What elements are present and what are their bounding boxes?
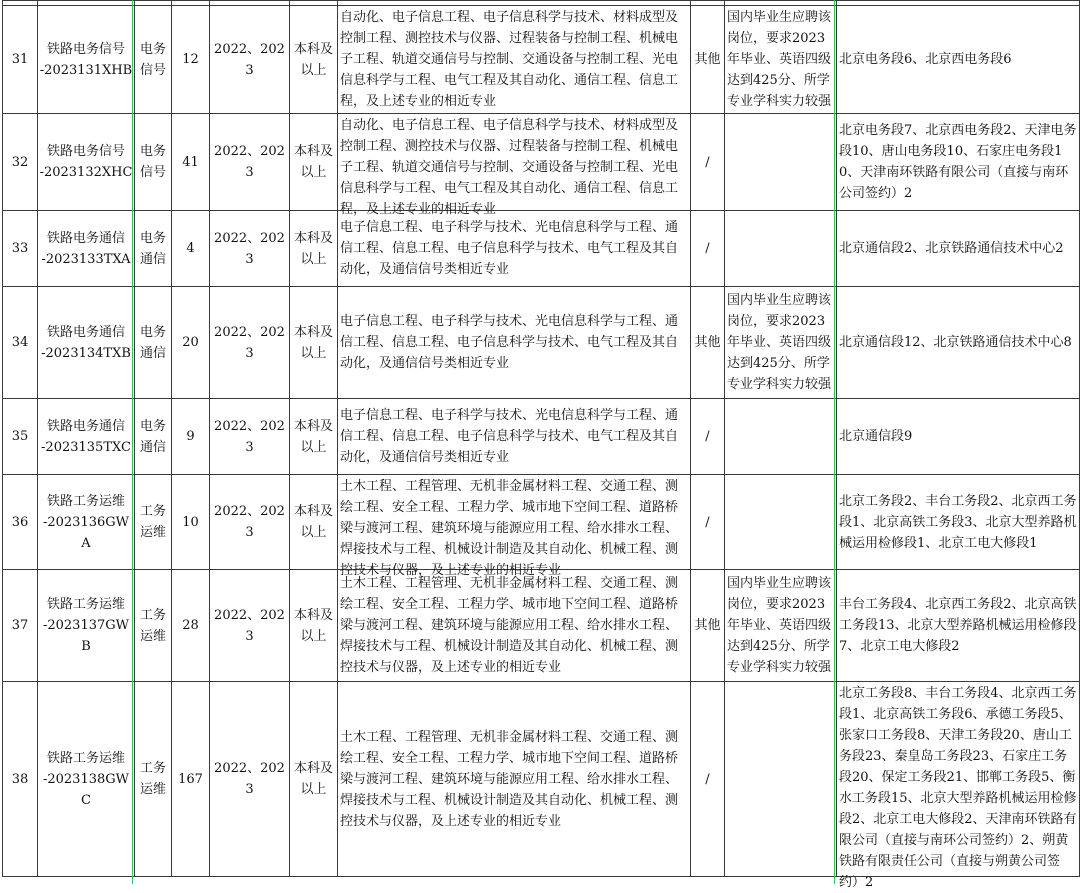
position-type-line1: 电务 bbox=[139, 144, 166, 159]
position-type-line1: 工务 bbox=[139, 607, 166, 623]
row-number-text: 31 bbox=[11, 52, 29, 67]
education-level-line1: 本科及 bbox=[293, 324, 333, 340]
position-name bbox=[38, 6, 135, 114]
recruiting-units-text: 北京通信段2、北京铁路通信技术中心2 bbox=[839, 241, 1064, 256]
other-flag-text: 其他 bbox=[694, 335, 721, 350]
column-gridline bbox=[834, 0, 835, 884]
recruiting-units-text: 北京电务段6、北京西电务段6 bbox=[839, 52, 1012, 67]
education-level-line1: 本科及 bbox=[293, 230, 333, 246]
position-name-line1: 铁路电务通信 bbox=[46, 324, 125, 340]
table-row bbox=[3, 114, 1080, 211]
recruiting-units bbox=[837, 682, 1080, 890]
education-level bbox=[290, 287, 338, 399]
graduation-years bbox=[210, 682, 290, 877]
special-requirements bbox=[725, 570, 837, 682]
hire-count bbox=[172, 682, 210, 877]
row-number bbox=[3, 682, 38, 877]
special-requirements bbox=[725, 114, 837, 211]
row-number-text: 32 bbox=[11, 154, 29, 170]
other-flag bbox=[691, 399, 725, 475]
table-row bbox=[3, 475, 1080, 570]
education-level bbox=[290, 475, 338, 570]
table-row bbox=[3, 287, 1080, 399]
education-level-line2: 以上 bbox=[300, 628, 327, 644]
position-name-line2: -2023137GWB bbox=[42, 618, 130, 654]
hire-count-text: 9 bbox=[186, 429, 195, 444]
other-flag-text: / bbox=[705, 154, 710, 170]
position-type-line2: 通信 bbox=[139, 439, 166, 455]
recruiting-units bbox=[837, 211, 1080, 287]
graduation-years bbox=[210, 399, 290, 475]
hire-count-text: 167 bbox=[178, 771, 203, 787]
position-type-line2: 通信 bbox=[139, 345, 166, 361]
position-name-line2: -2023134TXB bbox=[41, 345, 131, 361]
graduation-years bbox=[210, 287, 290, 399]
education-level bbox=[290, 211, 338, 287]
recruiting-units-text: 北京通信段9 bbox=[839, 429, 913, 444]
graduation-years-text: 2022、2023 bbox=[214, 324, 285, 361]
other-flag bbox=[691, 570, 725, 682]
position-type bbox=[135, 682, 172, 877]
position-type bbox=[135, 399, 172, 475]
education-level-line1: 本科及 bbox=[293, 761, 333, 776]
recruiting-units-text: 北京电务段7、北京西电务段2、天津电务段10、唐山电务段10、石家庄电务段10、天津南环铁路有限公司（直接与南环公司签约）2 bbox=[839, 123, 1077, 201]
special-requirements-text: 国内毕业生应聘该岗位，要求2023年毕业、英语四级达到425分、所学专业学科实力较强 bbox=[727, 293, 832, 392]
education-level-line2: 以上 bbox=[300, 782, 327, 797]
major-requirements-text: 自动化、电子信息工程、电子信息科学与技术、材料成型及控制工程、测控技术与仪器、过程装备与控制工程、机械电子工程、轨道交通信号与控制、交通设备与控制工程、光电信息科学与工程、电气工程及其自动化、通信工程、信息工程，及上述专业的相近专业 bbox=[340, 10, 679, 109]
position-type-line2: 信号 bbox=[139, 165, 166, 180]
major-requirements-text: 土木工程、工程管理、无机非金属材料工程、交通工程、测绘工程、安全工程、工程力学、城市地下空间工程、道路桥梁与渡河工程、建筑环境与能源应用工程、给水排水工程、焊接技术与工程、机械设计制造及其自动化、机械工程、测控技术与仪器，及上述专业的相近专业 bbox=[340, 729, 679, 829]
recruiting-units bbox=[837, 475, 1080, 570]
position-type bbox=[135, 475, 172, 570]
row-number bbox=[3, 114, 38, 211]
education-level-line2: 以上 bbox=[300, 439, 327, 455]
major-requirements bbox=[338, 570, 691, 682]
major-requirements bbox=[338, 6, 691, 114]
major-requirements-text: 土木工程、工程管理、无机非金属材料工程、交通工程、测绘工程、安全工程、工程力学、城市地下空间工程、道路桥梁与渡河工程、建筑环境与能源应用工程、给水排水工程、焊接技术与工程、机械设计制造及其自动化、机械工程、测控技术与仪器，及上述专业的相近专业 bbox=[340, 576, 679, 675]
major-requirements bbox=[338, 475, 691, 578]
recruiting-units-text: 北京工务段2、丰台工务段2、北京西工务段1、北京高铁工务段3、北京大型养路机械运用检修段1、北京工电大修段1 bbox=[839, 493, 1077, 551]
recruitment-table bbox=[2, 0, 1080, 890]
special-requirements bbox=[725, 475, 837, 570]
position-name-line2: -2023131XHB bbox=[39, 62, 133, 78]
education-level-line2: 以上 bbox=[300, 62, 327, 78]
position-name bbox=[38, 287, 135, 399]
position-name bbox=[38, 682, 135, 877]
major-requirements-text: 电子信息工程、电子科学与技术、光电信息科学与工程、通信工程、信息工程、电子信息科学与技术、电气工程及其自动化，及通信信号类相近专业 bbox=[340, 314, 679, 371]
recruiting-units bbox=[837, 114, 1080, 211]
position-name-line1: 铁路电务通信 bbox=[46, 230, 125, 246]
major-requirements-text: 电子信息工程、电子科学与技术、光电信息科学与工程、通信工程、信息工程、电子信息科学与技术、电气工程及其自动化，及通信信号类相近专业 bbox=[340, 220, 679, 277]
special-requirements bbox=[725, 6, 837, 114]
graduation-years bbox=[210, 570, 290, 682]
position-type-line1: 电务 bbox=[139, 324, 166, 340]
other-flag-text: / bbox=[705, 771, 710, 787]
graduation-years bbox=[210, 114, 290, 211]
position-name bbox=[38, 211, 135, 287]
position-type bbox=[135, 211, 172, 287]
position-name-line1: 铁路电务通信 bbox=[46, 418, 125, 434]
row-number bbox=[3, 6, 38, 114]
education-level bbox=[290, 114, 338, 211]
education-level-line2: 以上 bbox=[300, 525, 327, 540]
other-flag bbox=[691, 475, 725, 570]
position-type bbox=[135, 287, 172, 399]
hire-count bbox=[172, 570, 210, 682]
position-name-line1: 铁路工务运维 bbox=[46, 750, 125, 766]
position-type-line2: 运维 bbox=[139, 782, 166, 797]
hire-count-text: 41 bbox=[182, 154, 199, 170]
hire-count bbox=[172, 399, 210, 475]
other-flag-text: / bbox=[705, 514, 710, 530]
education-level-line1: 本科及 bbox=[293, 418, 333, 434]
major-requirements bbox=[338, 682, 691, 877]
hire-count-text: 28 bbox=[182, 618, 199, 633]
other-flag-text: 其他 bbox=[694, 618, 721, 633]
position-type bbox=[135, 114, 172, 211]
major-requirements bbox=[338, 211, 691, 287]
column-gridline bbox=[132, 0, 133, 884]
position-name-line1: 铁路电务信号 bbox=[46, 144, 125, 159]
education-level-line1: 本科及 bbox=[293, 607, 333, 623]
recruiting-units bbox=[837, 399, 1080, 475]
other-flag bbox=[691, 114, 725, 211]
special-requirements bbox=[725, 682, 837, 877]
hire-count bbox=[172, 475, 210, 570]
position-name bbox=[38, 570, 135, 682]
row-number bbox=[3, 211, 38, 287]
table-row bbox=[3, 570, 1080, 682]
hire-count bbox=[172, 211, 210, 287]
row-number-text: 34 bbox=[11, 335, 29, 350]
position-type-line1: 工务 bbox=[139, 761, 166, 776]
table-body bbox=[3, 1, 1080, 890]
position-name bbox=[38, 475, 135, 570]
special-requirements bbox=[725, 287, 837, 399]
position-type-line1: 工务 bbox=[139, 504, 166, 519]
major-requirements bbox=[338, 114, 691, 217]
row-number-text: 33 bbox=[11, 241, 29, 256]
other-flag-text: / bbox=[705, 241, 710, 256]
major-requirements-text: 自动化、电子信息工程、电子信息科学与技术、材料成型及控制工程、测控技术与仪器、过程装备与控制工程、机械电子工程、轨道交通信号与控制、交通设备与控制工程、光电信息科学与工程、电气工程及其自动化、通信工程、信息工程，及上述专业的相近专业 bbox=[340, 117, 679, 217]
special-requirements-text: 国内毕业生应聘该岗位，要求2023年毕业、英语四级达到425分、所学专业学科实力较强 bbox=[727, 10, 832, 109]
graduation-years bbox=[210, 211, 290, 287]
position-type-line2: 运维 bbox=[139, 628, 166, 644]
other-flag bbox=[691, 6, 725, 114]
position-name-line1: 铁路电务信号 bbox=[46, 41, 125, 57]
major-requirements-text: 土木工程、工程管理、无机非金属材料工程、交通工程、测绘工程、安全工程、工程力学、城市地下空间工程、道路桥梁与渡河工程、建筑环境与能源应用工程、给水排水工程、焊接技术与工程、机械设计制造及其自动化、机械工程、测控技术与仪器，及上述专业的相近专业 bbox=[340, 478, 679, 578]
recruiting-units bbox=[837, 287, 1080, 399]
education-level-line2: 以上 bbox=[300, 345, 327, 361]
table-row bbox=[3, 399, 1080, 475]
table-row bbox=[3, 211, 1080, 287]
position-name-line2: -2023136GWA bbox=[42, 514, 130, 551]
position-name-line2: -2023133TXA bbox=[41, 251, 131, 267]
graduation-years-text: 2022、2023 bbox=[214, 230, 285, 267]
other-flag-text: / bbox=[705, 429, 710, 444]
education-level-line1: 本科及 bbox=[293, 504, 333, 519]
row-number bbox=[3, 287, 38, 399]
position-name-line2: -2023132XHC bbox=[39, 165, 133, 180]
other-flag bbox=[691, 682, 725, 877]
position-type-line1: 电务 bbox=[139, 230, 166, 246]
graduation-years-text: 2022、2023 bbox=[214, 504, 285, 540]
graduation-years-text: 2022、2023 bbox=[214, 761, 285, 797]
education-level bbox=[290, 399, 338, 475]
major-requirements-text: 电子信息工程、电子科学与技术、光电信息科学与工程、通信工程、信息工程、电子信息科学与技术、电气工程及其自动化，及通信信号类相近专业 bbox=[340, 408, 679, 465]
table-row bbox=[3, 6, 1080, 114]
table-row bbox=[3, 682, 1080, 877]
row-number bbox=[3, 570, 38, 682]
major-requirements bbox=[338, 399, 691, 475]
position-name-line1: 铁路工务运维 bbox=[46, 597, 125, 612]
recruiting-units bbox=[837, 6, 1080, 114]
row-number bbox=[3, 399, 38, 475]
education-level-line1: 本科及 bbox=[293, 144, 333, 159]
special-requirements-text: 国内毕业生应聘该岗位，要求2023年毕业、英语四级达到425分、所学专业学科实力较强 bbox=[727, 576, 832, 675]
hire-count-text: 10 bbox=[182, 514, 199, 530]
education-level bbox=[290, 6, 338, 114]
hire-count-text: 20 bbox=[182, 335, 199, 350]
graduation-years bbox=[210, 475, 290, 570]
other-flag bbox=[691, 287, 725, 399]
recruiting-units-text: 北京工务段8、丰台工务段4、北京西工务段1、北京高铁工务段6、承德工务段5、张家口工务段8、天津工务段20、唐山工务段23、秦皇岛工务段23、石家庄工务段20、保定工务段21、邯郸工务段5、衡水工务段15、北京大型养路机械运用检修段2、北京工电大修段2、天津南环铁路有限公司（直接与南环公司签约）2、朔黄铁路有限责任公司（直接与朔黄公司签约）2 bbox=[839, 685, 1077, 890]
graduation-years bbox=[210, 6, 290, 114]
graduation-years-text: 2022、2023 bbox=[214, 144, 285, 180]
hire-count-text: 4 bbox=[186, 241, 195, 256]
hire-count bbox=[172, 6, 210, 114]
position-type-line1: 电务 bbox=[139, 418, 166, 434]
graduation-years-text: 2022、2023 bbox=[214, 607, 285, 644]
special-requirements bbox=[725, 211, 837, 287]
position-name-line2: -2023138GWC bbox=[42, 771, 130, 808]
education-level-line2: 以上 bbox=[300, 251, 327, 267]
position-type-line2: 通信 bbox=[139, 251, 166, 267]
education-level-line2: 以上 bbox=[300, 165, 327, 180]
position-type-line2: 运维 bbox=[139, 525, 166, 540]
position-type bbox=[135, 6, 172, 114]
position-name bbox=[38, 399, 135, 475]
education-level bbox=[290, 682, 338, 877]
position-name-line2: -2023135TXC bbox=[41, 439, 131, 455]
special-requirements bbox=[725, 399, 837, 475]
position-name-line1: 铁路工务运维 bbox=[46, 493, 125, 509]
graduation-years-text: 2022、2023 bbox=[214, 418, 285, 455]
education-level bbox=[290, 570, 338, 682]
position-name bbox=[38, 114, 135, 211]
education-level-line1: 本科及 bbox=[293, 41, 333, 57]
position-type-line2: 信号 bbox=[139, 62, 166, 78]
other-flag bbox=[691, 211, 725, 287]
hire-count bbox=[172, 287, 210, 399]
major-requirements bbox=[338, 287, 691, 399]
row-number-text: 36 bbox=[11, 514, 29, 530]
recruiting-units-text: 北京通信段12、北京铁路通信技术中心8 bbox=[839, 335, 1072, 350]
other-flag-text: 其他 bbox=[694, 52, 721, 67]
hire-count bbox=[172, 114, 210, 211]
position-type bbox=[135, 570, 172, 682]
row-number-text: 37 bbox=[11, 618, 29, 633]
row-number bbox=[3, 475, 38, 570]
row-number-text: 35 bbox=[11, 429, 29, 444]
position-type-line1: 电务 bbox=[139, 41, 166, 57]
row-number-text: 38 bbox=[11, 771, 29, 787]
recruiting-units bbox=[837, 570, 1080, 682]
graduation-years-text: 2022、2023 bbox=[214, 41, 285, 78]
hire-count-text: 12 bbox=[182, 52, 199, 67]
recruiting-units-text: 丰台工务段4、北京西工务段2、北京高铁工务段13、北京大型养路机械运用检修段7、北京工电大修段2 bbox=[839, 597, 1077, 654]
